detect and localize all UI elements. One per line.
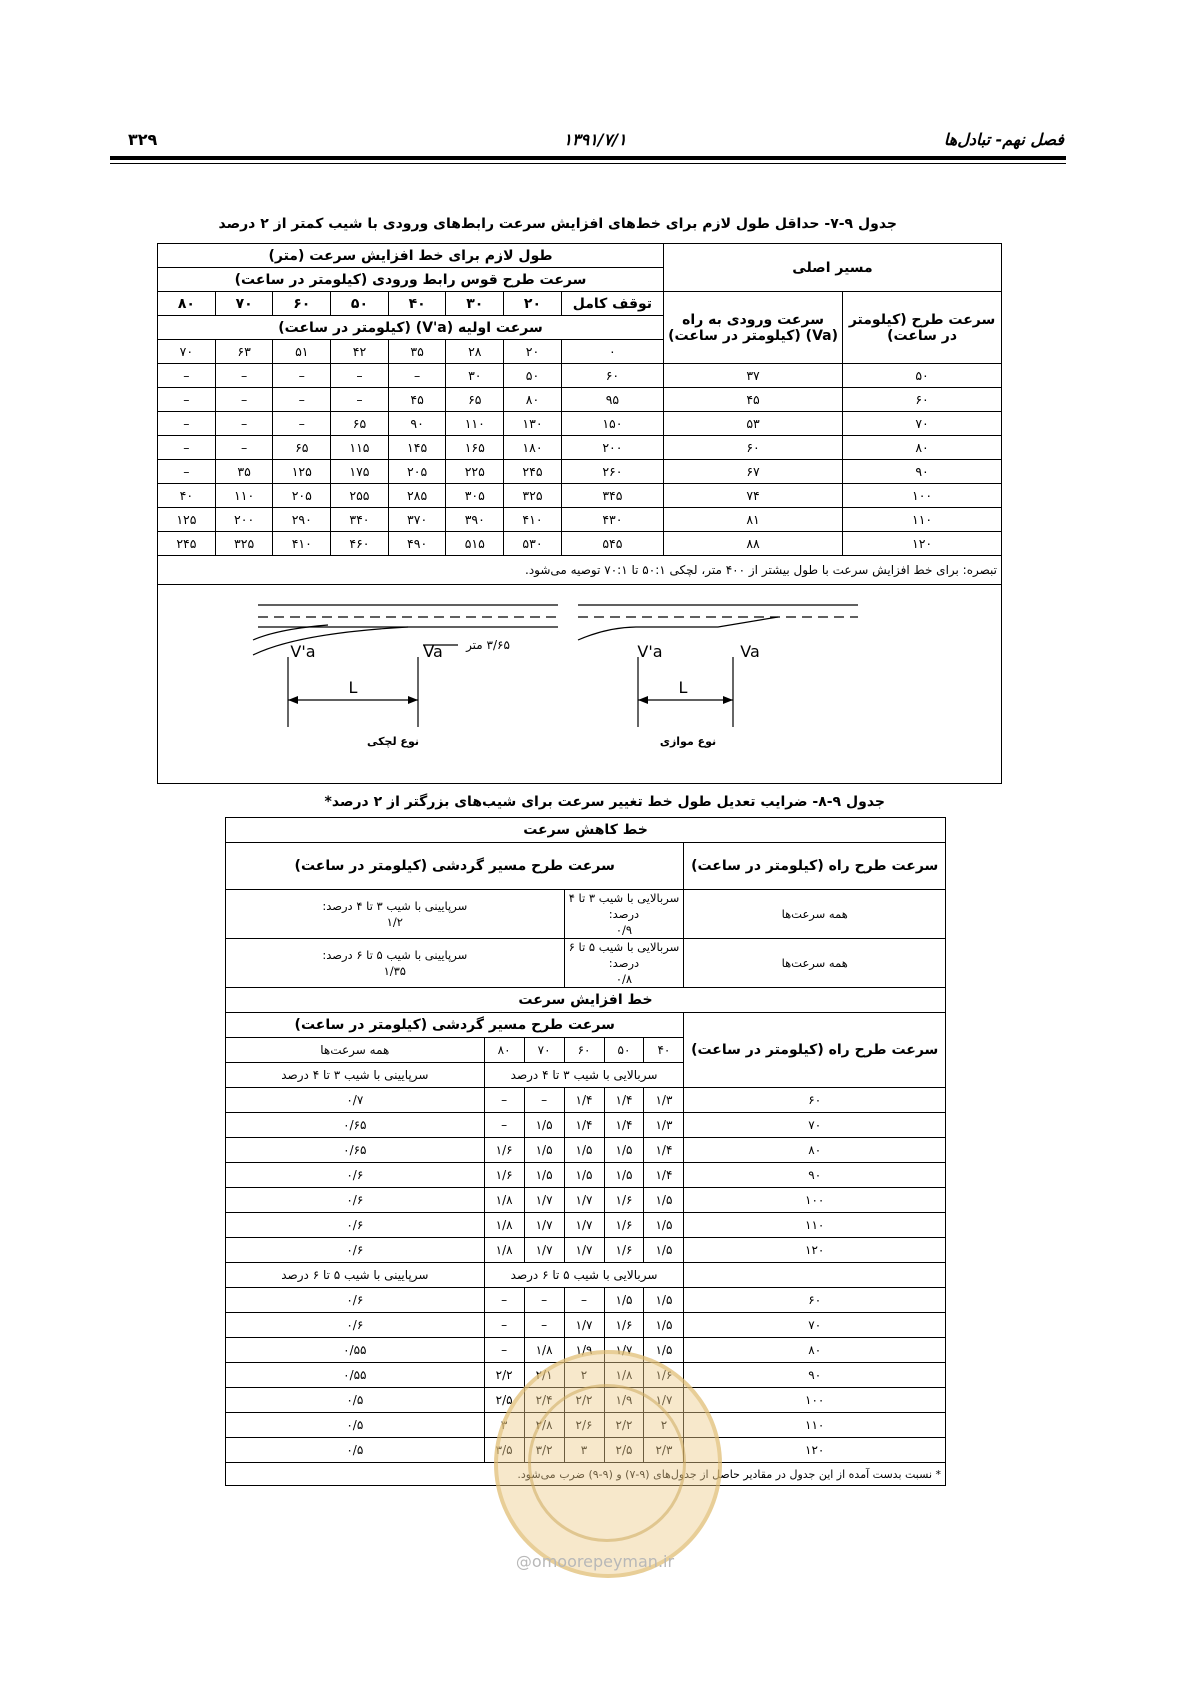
table-cell: ۱/۶ bbox=[644, 1363, 684, 1388]
table-cell: – bbox=[524, 1313, 564, 1338]
table-cell: ۶۰ bbox=[664, 436, 843, 460]
table-cell: ۶۰ bbox=[843, 388, 1002, 412]
table-cell: ۱/۶ bbox=[604, 1213, 644, 1238]
table-cell: – bbox=[484, 1088, 524, 1113]
table-cell: ۳۲۵ bbox=[215, 532, 273, 556]
table-cell: ۱/۷ bbox=[564, 1213, 604, 1238]
table-cell: ۲۲۵ bbox=[446, 460, 504, 484]
table-cell: ۱۷۵ bbox=[331, 460, 389, 484]
table-cell: ۲/۲ bbox=[564, 1388, 604, 1413]
table-cell: ۳/۵ bbox=[484, 1438, 524, 1463]
table-cell: ۱۰۰ bbox=[843, 484, 1002, 508]
table-cell: ۱/۹ bbox=[604, 1388, 644, 1413]
table-cell: ۵۰ bbox=[843, 364, 1002, 388]
table-cell: ۱۰۰ bbox=[684, 1388, 946, 1413]
ramp-speed-cell: ۲۰ bbox=[504, 292, 562, 316]
accel-up-56-head: سربالایی با شیب ۵ تا ۶ درصد bbox=[484, 1263, 684, 1288]
table-cell: ۶۵ bbox=[273, 436, 331, 460]
table-cell: ۰/۵ bbox=[226, 1388, 485, 1413]
table-cell: – bbox=[215, 412, 273, 436]
table-cell: ۲/۵ bbox=[484, 1388, 524, 1413]
table-cell: ۹۰ bbox=[684, 1363, 946, 1388]
table-row bbox=[158, 532, 1002, 556]
table-cell: ۳۴۰ bbox=[331, 508, 389, 532]
accel-down-56-head: سرپایینی با شیب ۵ تا ۶ درصد bbox=[226, 1263, 485, 1288]
table-cell: – bbox=[215, 436, 273, 460]
table-cell: ۸۰ bbox=[684, 1338, 946, 1363]
table-cell: ۹۵ bbox=[561, 388, 663, 412]
decel-down-56: سرپایینی با شیب ۵ تا ۶ درصد: ۱/۳۵ bbox=[226, 939, 565, 988]
table-row bbox=[226, 1138, 946, 1163]
table-cell: ۵۳۰ bbox=[504, 532, 562, 556]
table-cell: ۴۰ bbox=[158, 484, 216, 508]
table-cell: ۸۰ bbox=[684, 1138, 946, 1163]
table-cell: ۲/۶ bbox=[564, 1413, 604, 1438]
table-cell: ۱/۸ bbox=[484, 1188, 524, 1213]
table-cell: ۱۵۰ bbox=[561, 412, 663, 436]
table-row bbox=[158, 436, 1002, 460]
table-cell: – bbox=[273, 364, 331, 388]
table-cell: ۱۰۰ bbox=[684, 1188, 946, 1213]
table-cell: ۴۵ bbox=[388, 388, 446, 412]
table-cell: ۶۰ bbox=[684, 1088, 946, 1113]
table-cell: ۱/۶ bbox=[604, 1238, 644, 1263]
table-cell: ۶۷ bbox=[664, 460, 843, 484]
table-cell: ۹۰ bbox=[843, 460, 1002, 484]
table2-note: * نسبت بدست آمده از این جدول در مقادیر حاصل از جدول‌های (۹-۷) و (۹-۹) ضرب می‌شود. bbox=[226, 1463, 946, 1486]
table-cell: ۶۰ bbox=[561, 364, 663, 388]
initial-speed-head: سرعت اولیه (V'a) (کیلومتر در ساعت) bbox=[158, 316, 664, 340]
table-cell: ۸۱ bbox=[664, 508, 843, 532]
table-cell: ۱/۴ bbox=[644, 1138, 684, 1163]
table-cell: ۱/۵ bbox=[604, 1288, 644, 1313]
table-cell: ۰/۶ bbox=[226, 1238, 485, 1263]
table-cell: ۱/۷ bbox=[564, 1313, 604, 1338]
parallel-type-label: نوع موازی bbox=[659, 735, 717, 748]
table-cell: ۱۲۵ bbox=[273, 460, 331, 484]
table-cell: ۲ bbox=[644, 1413, 684, 1438]
table-cell: ۲۵۵ bbox=[331, 484, 389, 508]
all-speeds-cell: همه سرعت‌ها bbox=[684, 890, 946, 939]
table-cell: ۳۰۵ bbox=[446, 484, 504, 508]
table-cell: ۹۰ bbox=[388, 412, 446, 436]
table2-caption: جدول ۹-۸- ضرایب تعدیل طول خط تغییر سرعت برای شیب‌های بزرگتر از ۲ درصد* bbox=[324, 794, 885, 810]
table-cell: ۱/۸ bbox=[604, 1363, 644, 1388]
table-cell: ۲۴۵ bbox=[504, 460, 562, 484]
table-cell: ۱/۵ bbox=[604, 1138, 644, 1163]
table-cell: ۵۴۵ bbox=[561, 532, 663, 556]
table-cell: ۰/۵۵ bbox=[226, 1338, 485, 1363]
table-cell: ۳۵ bbox=[215, 460, 273, 484]
table-cell: ۱/۳ bbox=[644, 1088, 684, 1113]
table-cell: ۲۰۰ bbox=[215, 508, 273, 532]
parallel-lane bbox=[578, 617, 778, 640]
table-cell: ۱/۵ bbox=[564, 1138, 604, 1163]
table-cell: ۲۰۰ bbox=[561, 436, 663, 460]
table-cell: ۱/۳ bbox=[644, 1113, 684, 1138]
decel-up-56: سربالایی با شیب ۵ تا ۶ درصد: ۰/۸ bbox=[564, 939, 684, 988]
table-cell: – bbox=[273, 388, 331, 412]
lane-width-label: ۳/۶۵ متر bbox=[466, 638, 510, 652]
table-cell: ۴۹۰ bbox=[388, 532, 446, 556]
table-cell: ۲/۲ bbox=[484, 1363, 524, 1388]
table-cell: ۳۴۵ bbox=[561, 484, 663, 508]
required-length-head: طول لازم برای خط افزایش سرعت (متر) bbox=[158, 244, 664, 268]
table-cell: – bbox=[158, 364, 216, 388]
ramp-design-speed-head: سرعت طرح قوس رابط ورودی (کیلومتر در ساعت) bbox=[158, 268, 664, 292]
table1-note: تبصره: برای خط افزایش سرعت با طول بیشتر از ۴۰۰ متر، لچکی ۵۰:۱ تا ۷۰:۱ توصیه می‌شود. bbox=[158, 556, 1002, 585]
va-prime-label: V'a bbox=[290, 642, 316, 661]
table-cell: – bbox=[524, 1088, 564, 1113]
table-cell: ۰/۵۵ bbox=[226, 1363, 485, 1388]
table-cell: ۱۴۵ bbox=[388, 436, 446, 460]
table-cell: ۱/۷ bbox=[524, 1188, 564, 1213]
table-cell: ۸۰ bbox=[843, 436, 1002, 460]
table-cell: ۵۱۵ bbox=[446, 532, 504, 556]
table-cell: ۰/۶ bbox=[226, 1288, 485, 1313]
table-cell: ۲/۲ bbox=[604, 1413, 644, 1438]
table-cell: ۲۰۵ bbox=[273, 484, 331, 508]
table-cell: ۳۷ bbox=[664, 364, 843, 388]
table-cell: ۱/۷ bbox=[604, 1338, 644, 1363]
table-cell: ۱۱۰ bbox=[215, 484, 273, 508]
ramp-speed-cell: ۵۰ bbox=[331, 292, 389, 316]
table-cell: ۱۱۰ bbox=[843, 508, 1002, 532]
ramp-speed-cell: ۳۰ bbox=[446, 292, 504, 316]
table-cell: ۱/۵ bbox=[604, 1163, 644, 1188]
ramp-diagram-cell bbox=[158, 585, 1002, 784]
table-cell: ۱/۶ bbox=[604, 1313, 644, 1338]
table-cell: ۱/۵ bbox=[644, 1188, 684, 1213]
accel-title: خط افزایش سرعت bbox=[226, 988, 946, 1013]
table-cell: ۱/۸ bbox=[524, 1338, 564, 1363]
table-cell: ۱۱۰ bbox=[446, 412, 504, 436]
table-cell: ۱/۷ bbox=[644, 1388, 684, 1413]
header-date: ۱۳۹۱/۷/۱ bbox=[563, 130, 627, 149]
table-cell: ۲۹۰ bbox=[273, 508, 331, 532]
table-cell: – bbox=[524, 1288, 564, 1313]
initial-speed-cell: ۲۸ bbox=[446, 340, 504, 364]
slope-header-row bbox=[226, 1263, 946, 1288]
table-row bbox=[226, 1313, 946, 1338]
header-rule-thin bbox=[110, 163, 1066, 164]
table-cell: – bbox=[331, 364, 389, 388]
table-row bbox=[226, 1213, 946, 1238]
ramp-speed-cell: ۸۰ bbox=[158, 292, 216, 316]
table-row bbox=[158, 508, 1002, 532]
table-row bbox=[158, 460, 1002, 484]
table-cell: – bbox=[215, 388, 273, 412]
table-cell: ۳ bbox=[484, 1413, 524, 1438]
table-cell: ۱۲۵ bbox=[158, 508, 216, 532]
table-cell: ۷۰ bbox=[684, 1113, 946, 1138]
table-cell: – bbox=[564, 1288, 604, 1313]
ramp-speed-head: سرعت طرح مسیر گردشی (کیلومتر در ساعت) bbox=[226, 1013, 684, 1038]
decel-down-34: سرپایینی با شیب ۳ تا ۴ درصد: ۱/۲ bbox=[226, 890, 565, 939]
initial-speed-cell: ۰ bbox=[561, 340, 663, 364]
table-cell: ۳۷۰ bbox=[388, 508, 446, 532]
arrow-head bbox=[638, 696, 648, 704]
table-cell: ۲/۱ bbox=[524, 1363, 564, 1388]
note-row bbox=[158, 556, 1002, 585]
table-cell: ۰/۶ bbox=[226, 1163, 485, 1188]
ramp-speed-col: ۸۰ bbox=[484, 1038, 524, 1063]
table-cell: ۲ bbox=[564, 1363, 604, 1388]
ramp-speed-cell: ۷۰ bbox=[215, 292, 273, 316]
road-speed-head: سرعت طرح راه (کیلومتر در ساعت) bbox=[684, 843, 946, 890]
header-rule bbox=[110, 156, 1066, 160]
table-row bbox=[226, 1188, 946, 1213]
table-cell: – bbox=[484, 1313, 524, 1338]
table-cell: ۷۰ bbox=[843, 412, 1002, 436]
table-cell: ۱/۸ bbox=[484, 1213, 524, 1238]
table-cell: ۱/۶ bbox=[484, 1163, 524, 1188]
table-cell: ۲۴۵ bbox=[158, 532, 216, 556]
table-cell: ۴۱۰ bbox=[273, 532, 331, 556]
table-row bbox=[226, 1238, 946, 1263]
table-cell: ۰/۶ bbox=[226, 1313, 485, 1338]
watermark-site: @omoorepeyman.ir bbox=[515, 1552, 675, 1571]
table-cell: ۴۶۰ bbox=[331, 532, 389, 556]
table1 bbox=[157, 243, 1002, 784]
initial-speed-cell: ۶۳ bbox=[215, 340, 273, 364]
all-speeds-cell: همه سرعت‌ها bbox=[684, 939, 946, 988]
table-cell: ۶۰ bbox=[684, 1288, 946, 1313]
table-cell: ۴۳۰ bbox=[561, 508, 663, 532]
ramp-speed-cell: ۶۰ bbox=[273, 292, 331, 316]
table-cell: ۲/۳ bbox=[644, 1438, 684, 1463]
ramp-speed-col: ۵۰ bbox=[604, 1038, 644, 1063]
table-cell: ۱/۵ bbox=[524, 1163, 564, 1188]
table-cell: ۱/۷ bbox=[524, 1238, 564, 1263]
length-label: L bbox=[678, 678, 688, 697]
table-row bbox=[226, 1288, 946, 1313]
va-prime-label: V'a bbox=[637, 642, 663, 661]
road-speed-head: سرعت طرح راه (کیلومتر در ساعت) bbox=[684, 1013, 946, 1088]
table-cell: ۱۸۰ bbox=[504, 436, 562, 460]
table-cell: ۴۵ bbox=[664, 388, 843, 412]
taper-type-label: نوع لچکی bbox=[367, 735, 419, 748]
table-cell: ۳۹۰ bbox=[446, 508, 504, 532]
table-cell: ۱۲۰ bbox=[684, 1438, 946, 1463]
table-cell: ۲۶۰ bbox=[561, 460, 663, 484]
table-cell: ۱/۵ bbox=[644, 1313, 684, 1338]
table-cell: ۰/۵ bbox=[226, 1413, 485, 1438]
table-row bbox=[158, 364, 1002, 388]
table-cell: ۶۵ bbox=[331, 412, 389, 436]
table-cell: ۳/۲ bbox=[524, 1438, 564, 1463]
table-cell: ۱/۵ bbox=[524, 1138, 564, 1163]
table-cell: ۱۱۰ bbox=[684, 1413, 946, 1438]
ramp-diagram bbox=[158, 585, 1001, 780]
decel-up-34: سربالایی با شیب ۳ تا ۴ درصد: ۰/۹ bbox=[564, 890, 684, 939]
table-cell: ۱/۴ bbox=[604, 1113, 644, 1138]
table-cell: ۱/۴ bbox=[644, 1163, 684, 1188]
initial-speed-cell: ۴۲ bbox=[331, 340, 389, 364]
seal-watermark bbox=[494, 1350, 722, 1578]
table-cell: ۶۵ bbox=[446, 388, 504, 412]
table-cell: ۱/۷ bbox=[564, 1238, 604, 1263]
arrow-head bbox=[288, 696, 298, 704]
table-cell: ۲/۵ bbox=[604, 1438, 644, 1463]
page-number: ۳۲۹ bbox=[128, 130, 158, 149]
initial-speed-cell: ۳۵ bbox=[388, 340, 446, 364]
accel-up-34-head: سربالایی با شیب ۳ تا ۴ درصد bbox=[484, 1063, 684, 1088]
table-cell: ۱۲۰ bbox=[684, 1238, 946, 1263]
table-cell: ۱/۵ bbox=[524, 1113, 564, 1138]
table-row bbox=[226, 1088, 946, 1113]
table-cell: ۵۳ bbox=[664, 412, 843, 436]
table-cell: ۰/۶۵ bbox=[226, 1113, 485, 1138]
table-cell: – bbox=[215, 364, 273, 388]
table-cell: ۱/۴ bbox=[604, 1088, 644, 1113]
table-cell: – bbox=[273, 412, 331, 436]
decel-title: خط کاهش سرعت bbox=[226, 818, 946, 843]
blank-cell bbox=[684, 1263, 946, 1288]
table-cell: ۲/۸ bbox=[524, 1413, 564, 1438]
entry-speed-head: سرعت ورودی به راه (Va) (کیلومتر در ساعت) bbox=[664, 292, 843, 364]
table-cell: – bbox=[158, 436, 216, 460]
table-cell: ۰/۶۵ bbox=[226, 1138, 485, 1163]
arrow-head bbox=[723, 696, 733, 704]
table-cell: ۱۱۵ bbox=[331, 436, 389, 460]
table-cell: ۱/۷ bbox=[524, 1213, 564, 1238]
initial-speed-cell: ۲۰ bbox=[504, 340, 562, 364]
table-cell: ۷۴ bbox=[664, 484, 843, 508]
table-cell: – bbox=[331, 388, 389, 412]
table-cell: ۱/۶ bbox=[484, 1138, 524, 1163]
table-cell: ۱۳۰ bbox=[504, 412, 562, 436]
table-cell: ۱/۹ bbox=[564, 1338, 604, 1363]
va-label: Va bbox=[740, 642, 760, 661]
table-cell: – bbox=[158, 460, 216, 484]
table-cell: – bbox=[484, 1113, 524, 1138]
table-cell: ۱۲۰ bbox=[843, 532, 1002, 556]
ramp-speed-col: ۶۰ bbox=[564, 1038, 604, 1063]
table-cell: – bbox=[158, 388, 216, 412]
ramp-speed-head: سرعت طرح مسیر گردشی (کیلومتر در ساعت) bbox=[226, 843, 684, 890]
table-cell: ۱/۵ bbox=[644, 1213, 684, 1238]
table-cell: ۱/۴ bbox=[564, 1113, 604, 1138]
table-cell: ۰/۶ bbox=[226, 1213, 485, 1238]
table-cell: ۲/۴ bbox=[524, 1388, 564, 1413]
table-cell: ۱۶۵ bbox=[446, 436, 504, 460]
length-label: L bbox=[348, 678, 358, 697]
table-cell: ۰/۶ bbox=[226, 1188, 485, 1213]
table-cell: ۱/۵ bbox=[644, 1238, 684, 1263]
design-speed-head: سرعت طرح (کیلومتر در ساعت) bbox=[843, 292, 1002, 364]
table-cell: ۱/۵ bbox=[564, 1163, 604, 1188]
table-cell: – bbox=[484, 1288, 524, 1313]
table-row bbox=[226, 1113, 946, 1138]
chapter-title: فصل نهم- تبادل‌ها bbox=[943, 130, 1064, 149]
table-cell: ۲۸۵ bbox=[388, 484, 446, 508]
table-cell: – bbox=[388, 364, 446, 388]
table-row bbox=[158, 484, 1002, 508]
table-cell: ۱/۵ bbox=[644, 1338, 684, 1363]
table-cell: ۱/۴ bbox=[564, 1088, 604, 1113]
table-cell: ۸۸ bbox=[664, 532, 843, 556]
table-cell: – bbox=[158, 412, 216, 436]
table-row bbox=[158, 388, 1002, 412]
table-cell: ۲۰۵ bbox=[388, 460, 446, 484]
table-cell: ۱۱۰ bbox=[684, 1213, 946, 1238]
table-cell: ۳۰ bbox=[446, 364, 504, 388]
table-cell: ۵۰ bbox=[504, 364, 562, 388]
table-cell: ۱/۷ bbox=[564, 1188, 604, 1213]
ramp-curve bbox=[253, 627, 408, 655]
table-cell: – bbox=[484, 1338, 524, 1363]
main-route-head: مسیر اصلی bbox=[664, 244, 1002, 292]
table-row bbox=[158, 412, 1002, 436]
table1-caption: جدول ۹-۷- حداقل طول لازم برای خط‌های افزایش سرعت رابط‌های ورودی با شیب کمتر از ۲ درصد bbox=[218, 216, 897, 232]
table-cell: ۳۲۵ bbox=[504, 484, 562, 508]
all-speeds-cell: همه سرعت‌ها bbox=[226, 1038, 485, 1063]
diagram-row bbox=[158, 585, 1002, 784]
accel-down-34-head: سرپایینی با شیب ۳ تا ۴ درصد bbox=[226, 1063, 485, 1088]
arrow-head bbox=[408, 696, 418, 704]
ramp-speed-col: ۷۰ bbox=[524, 1038, 564, 1063]
initial-speed-cell: ۵۱ bbox=[273, 340, 331, 364]
table-cell: ۷۰ bbox=[684, 1313, 946, 1338]
initial-speed-cell: ۷۰ bbox=[158, 340, 216, 364]
ramp-speed-cell: ۴۰ bbox=[388, 292, 446, 316]
ramp-speed-col: ۴۰ bbox=[644, 1038, 684, 1063]
table-cell: ۴۱۰ bbox=[504, 508, 562, 532]
va-label: Va bbox=[423, 642, 443, 661]
table-cell: ۸۰ bbox=[504, 388, 562, 412]
table-row bbox=[226, 1163, 946, 1188]
table-cell: ۱/۶ bbox=[604, 1188, 644, 1213]
table-cell: ۹۰ bbox=[684, 1163, 946, 1188]
table-cell: ۰/۵ bbox=[226, 1438, 485, 1463]
table-cell: ۱/۸ bbox=[484, 1238, 524, 1263]
table-cell: ۳ bbox=[564, 1438, 604, 1463]
table-cell: ۰/۷ bbox=[226, 1088, 485, 1113]
table-cell: ۱/۵ bbox=[644, 1288, 684, 1313]
full-stop-head: توقف کامل bbox=[561, 292, 663, 316]
